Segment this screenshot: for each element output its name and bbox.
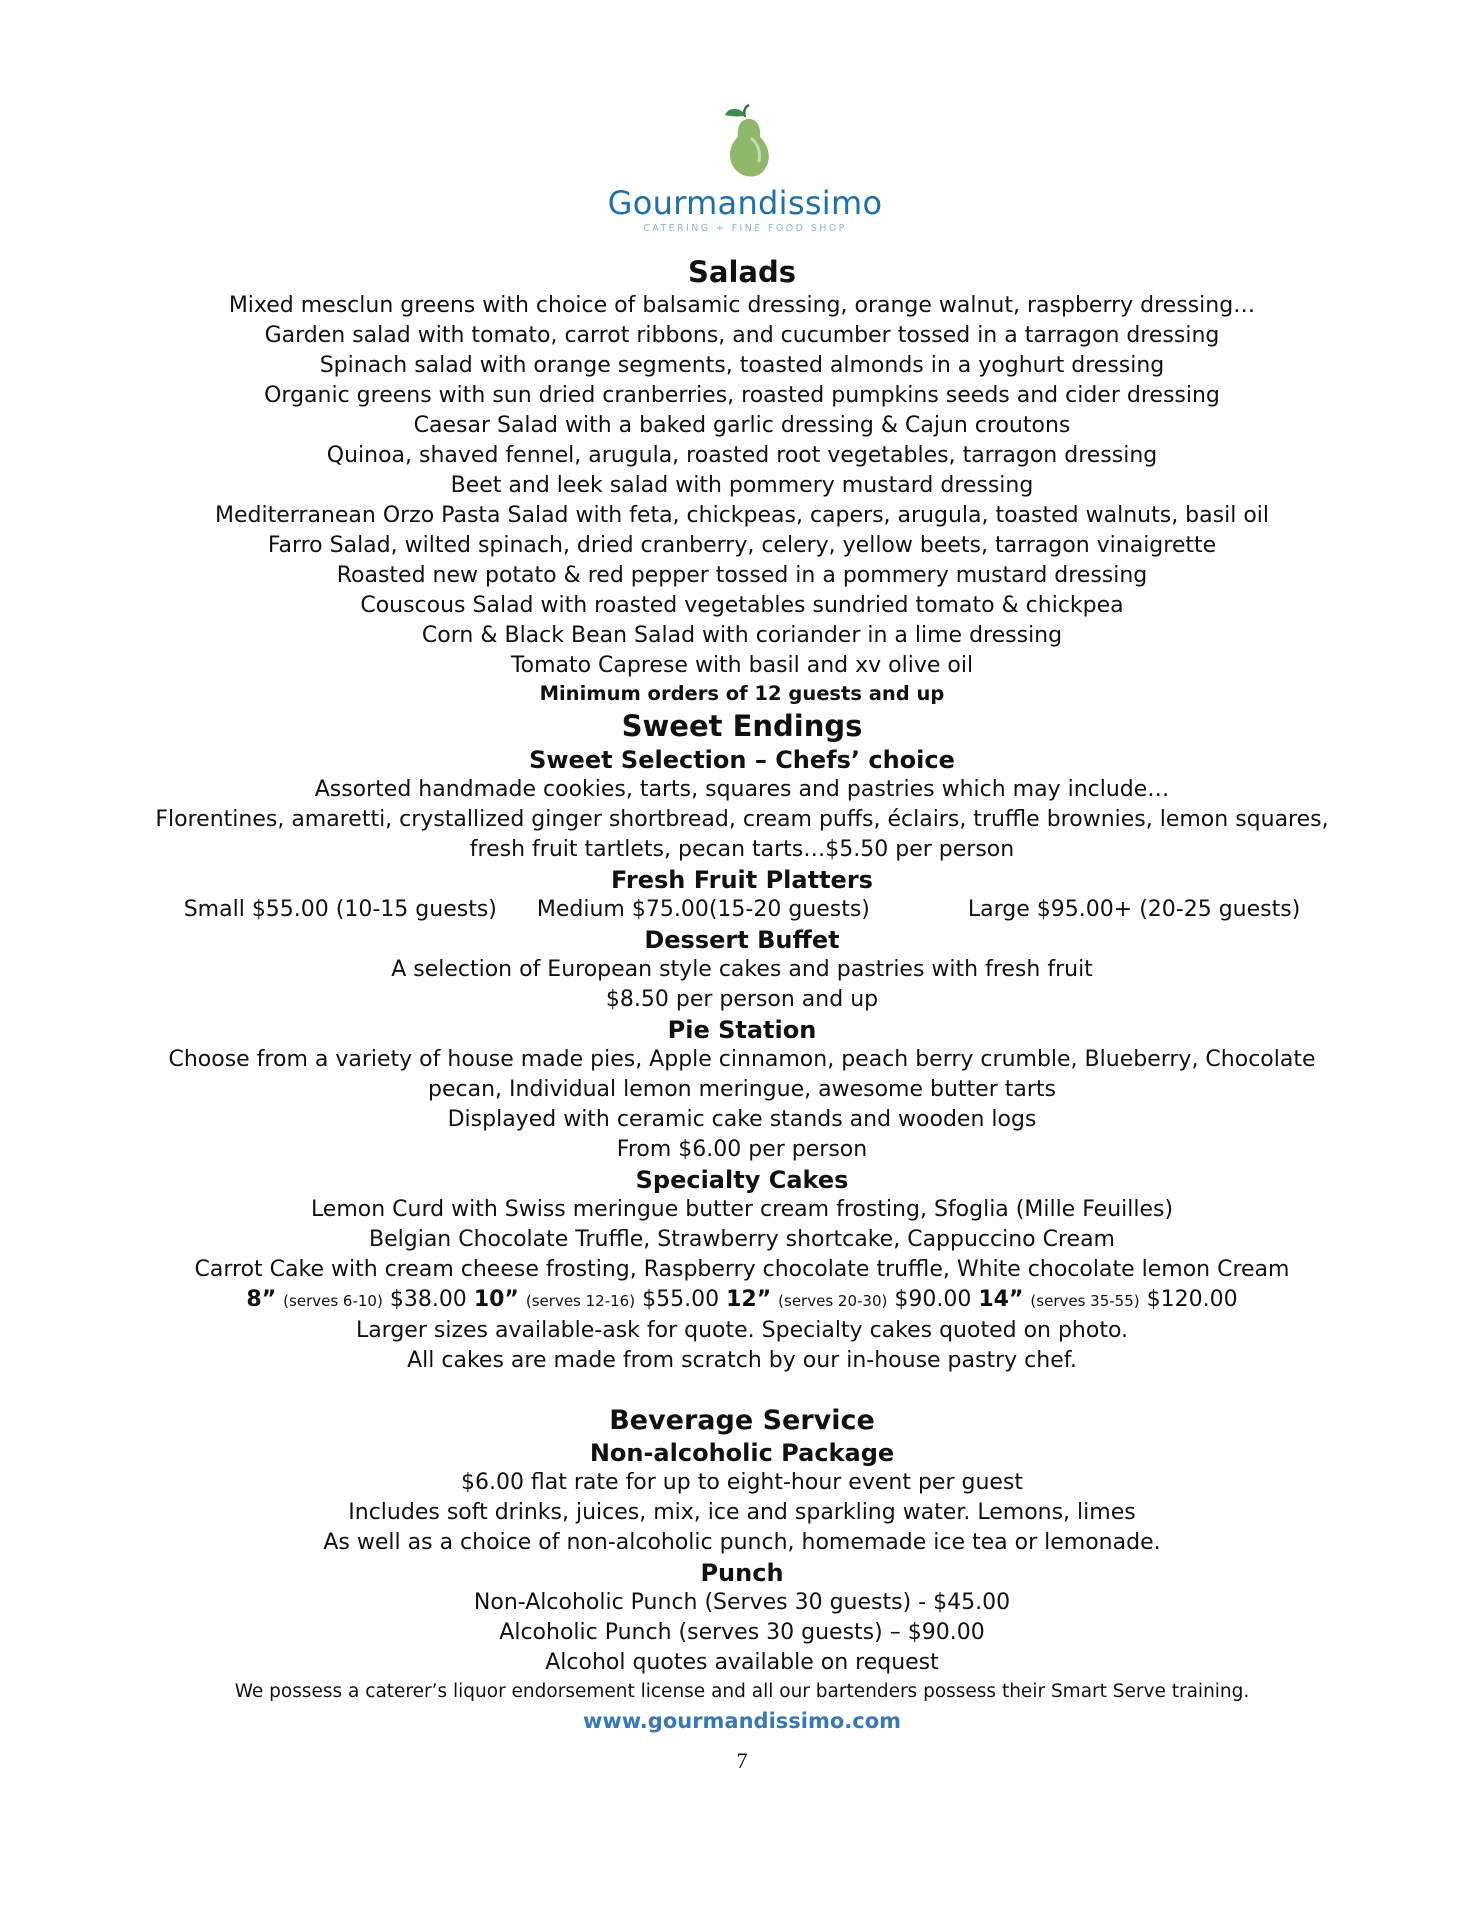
cake-serves: (serves 20-30) [778, 1292, 888, 1310]
minimum-order-note: Minimum orders of 12 guests and up [539, 682, 945, 705]
salads-heading: Salads [688, 255, 796, 289]
salad-item: Mixed mesclun greens with choice of balsamic dressing, orange walnut, raspberry dressing… [228, 293, 1256, 318]
salad-item: Quinoa, shaved fennel, arugula, roasted root vegetables, tarragon dressing [326, 443, 1158, 468]
cake-price: $120.00 [1146, 1287, 1238, 1312]
cake-serves: (serves 6-10) [283, 1292, 383, 1310]
fruit-platters-heading: Fresh Fruit Platters [611, 866, 873, 894]
salad-item: Spinach salad with orange segments, toasted almonds in a yoghurt dressing [319, 353, 1165, 378]
salad-item: Couscous Salad with roasted vegetables sundried tomato & chickpea [360, 593, 1124, 618]
cake-size: 12” [726, 1287, 772, 1312]
package-line: $6.00 flat rate for up to eight-hour event per guest [460, 1470, 1024, 1495]
fruit-large: Large $95.00+ (20-25 guests) [967, 897, 1301, 922]
cake-line: Belgian Chocolate Truffle, Strawberry shortcake, Cappuccino Cream [369, 1227, 1115, 1252]
non-alcoholic-heading: Non-alcoholic Package [589, 1439, 895, 1467]
cake-size: 10” [473, 1287, 519, 1312]
punch-heading: Punch [700, 1559, 784, 1587]
license-note: We possess a caterer’s liquor endorsement license and all our bartenders possess their Smart Serve training. [234, 1681, 1250, 1702]
cake-size: 14” [978, 1287, 1024, 1312]
website-link[interactable]: www.gourmandissimo.com [582, 1709, 902, 1733]
pear-icon [705, 103, 785, 183]
sweet-selection-line: fresh fruit tartlets, pecan tarts…$5.50 per person [469, 837, 1015, 862]
specialty-cakes-heading: Specialty Cakes [635, 1166, 849, 1194]
salad-item: Tomato Caprese with basil and xv olive oil [510, 653, 974, 678]
salad-item: Mediterranean Orzo Pasta Salad with feta, chickpeas, capers, arugula, toasted walnuts, basil oil [214, 503, 1269, 528]
punch-line: Non-Alcoholic Punch (Serves 30 guests) - $45.00 [473, 1590, 1011, 1615]
menu-content [40, 253, 1444, 1780]
fruit-small: Small $55.00 (10-15 guests) [183, 897, 497, 922]
pie-station-heading: Pie Station [667, 1016, 817, 1044]
pie-station-line: Displayed with ceramic cake stands and wooden logs [447, 1107, 1037, 1132]
dessert-buffet-line: A selection of European style cakes and pastries with fresh fruit [391, 957, 1093, 982]
punch-line: Alcoholic Punch (serves 30 guests) – $90.00 [499, 1620, 985, 1645]
cake-price: $55.00 [642, 1287, 720, 1312]
pie-station-line: From $6.00 per person [616, 1137, 868, 1162]
section-spacer [40, 1376, 1444, 1404]
cake-line: Lemon Curd with Swiss meringue butter cream frosting, Sfoglia (Mille Feuilles) [310, 1197, 1174, 1222]
fruit-medium: Medium $75.00(15-20 guests) [536, 897, 870, 922]
package-line: Includes soft drinks, juices, mix, ice and sparkling water. Lemons, limes [348, 1500, 1136, 1525]
dessert-buffet-heading: Dessert Buffet [644, 926, 840, 954]
cake-line: Carrot Cake with cream cheese frosting, Raspberry chocolate truffle, White chocolate lemon Cream [194, 1257, 1290, 1282]
pie-station-line: Choose from a variety of house made pies, Apple cinnamon, peach berry crumble, Blueberry, Chocolate [168, 1047, 1316, 1072]
sweet-selection-heading: Sweet Selection – Chefs’ choice [529, 746, 955, 774]
salad-item: Organic greens with sun dried cranberries, roasted pumpkins seeds and cider dressing [264, 383, 1220, 408]
cake-note: Larger sizes available-ask for quote. Specialty cakes quoted on photo. [355, 1318, 1129, 1343]
dessert-buffet-line: $8.50 per person and up [605, 987, 879, 1012]
brand-tagline: CATERING + FINE FOOD SHOP [643, 223, 847, 234]
cake-sizes [40, 1285, 1444, 1316]
salad-item: Roasted new potato & red pepper tossed in a pommery mustard dressing [336, 563, 1148, 588]
salad-item: Caesar Salad with a baked garlic dressing & Cajun croutons [413, 413, 1071, 438]
cake-serves: (serves 35-55) [1030, 1292, 1140, 1310]
package-line: As well as a choice of non-alcoholic punch, homemade ice tea or lemonade. [323, 1530, 1161, 1555]
beverage-heading: Beverage Service [609, 1405, 875, 1436]
salad-item: Corn & Black Bean Salad with coriander in a lime dressing [421, 623, 1063, 648]
pie-station-line: pecan, Individual lemon meringue, awesome butter tarts [428, 1077, 1056, 1102]
salad-item: Beet and leek salad with pommery mustard dressing [450, 473, 1034, 498]
brand-logo [600, 103, 890, 253]
salad-item: Garden salad with tomato, carrot ribbons, and cucumber tossed in a tarragon dressing [264, 323, 1220, 348]
salad-item: Farro Salad, wilted spinach, dried cranberry, celery, yellow beets, tarragon vinaigrette [267, 533, 1217, 558]
punch-line: Alcohol quotes available on request [545, 1650, 939, 1675]
cake-note: All cakes are made from scratch by our in-house pastry chef. [407, 1348, 1077, 1373]
cake-price: $38.00 [389, 1287, 467, 1312]
sweet-selection-line: Florentines, amaretti, crystallized ginger shortbread, cream puffs, éclairs, truffle brownies, lemon squares, [155, 807, 1329, 832]
sweet-endings-heading: Sweet Endings [621, 709, 863, 743]
cake-size: 8” [246, 1287, 277, 1312]
cake-price: $90.00 [894, 1287, 972, 1312]
fruit-platter-sizes [40, 895, 1444, 925]
sweet-selection-line: Assorted handmade cookies, tarts, squares and pastries which may include… [314, 777, 1170, 802]
brand-name: Gourmandissimo [607, 184, 883, 222]
cake-serves: (serves 12-16) [525, 1292, 636, 1310]
page-number: 7 [736, 1748, 748, 1773]
